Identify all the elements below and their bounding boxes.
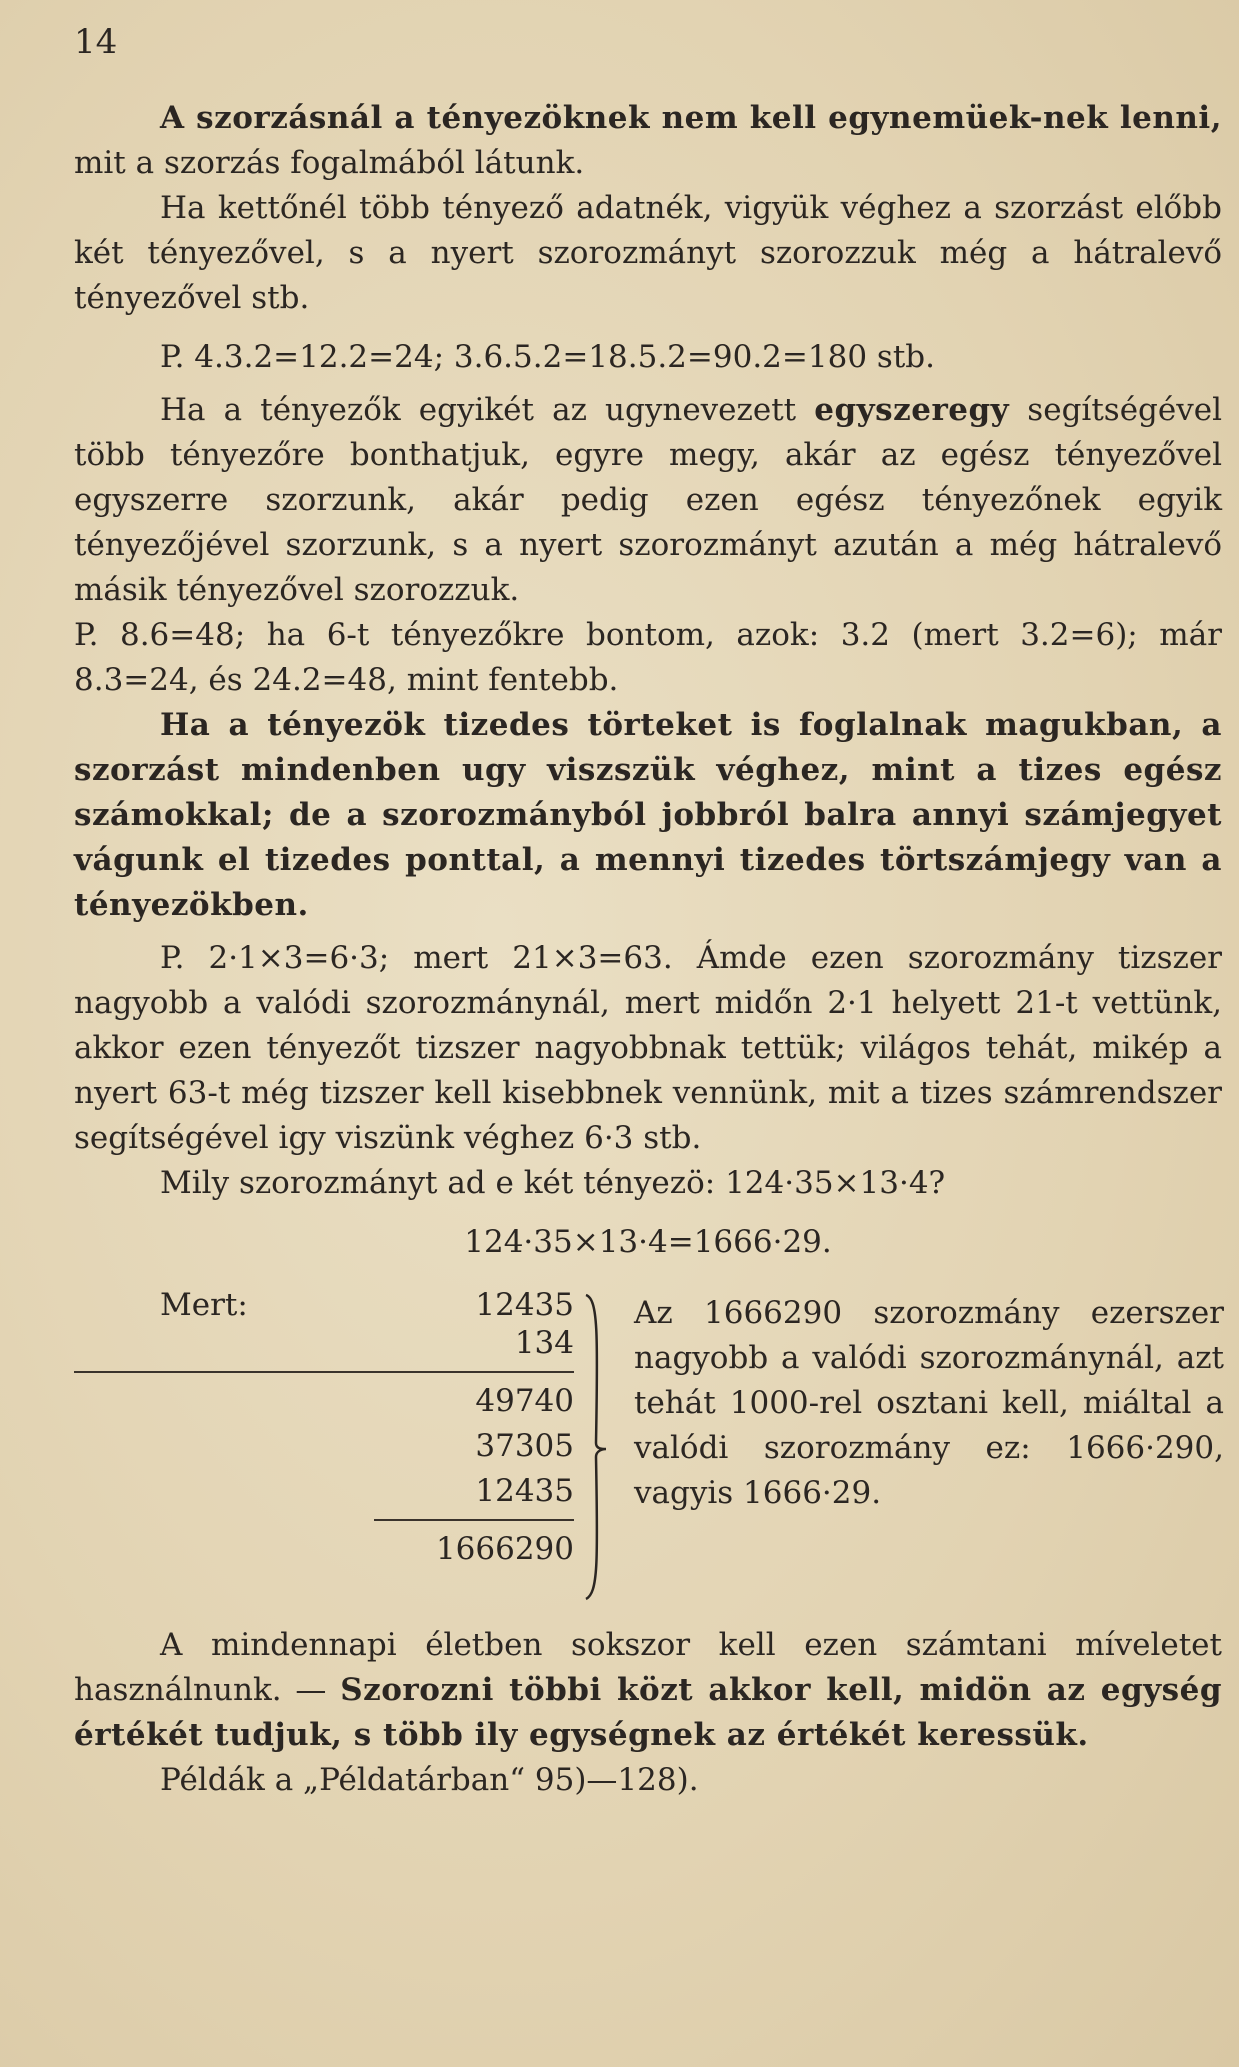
partial-product-2: 37305	[475, 1428, 574, 1464]
partial-product-1: 49740	[475, 1383, 574, 1419]
paragraph-closing	[74, 1623, 1222, 1758]
rule-line	[374, 1519, 574, 1521]
page-text	[74, 96, 1222, 1803]
text-segment: A mindennapi életben sokszor kell ezen számtani míveletet használnunk. —	[74, 1627, 1222, 1708]
partial-product-3: 12435	[475, 1473, 574, 1509]
paragraph-decimal-example: P. 2·1×3=6·3; mert 21×3=63. Ámde ezen szorozmány tizszer nagyobb a valódi szorozmánynál, mert midőn 2·1 helyett 21-t vettünk, akkor ezen tényezőt tizszer nagyobbnak tettük; világos tehát, mikép a nyert 63-t még tizszer kell kisebbnek vennünk, mit a tizes számrendszer segítségével igy viszünk véghez 6·3 stb.	[74, 940, 1222, 1156]
note-text	[634, 1291, 1224, 1516]
bold-term: egyszeregy	[814, 392, 1010, 428]
multiplication-work	[74, 1283, 1222, 1613]
example-1: P. 4.3.2=12.2=24; 3.6.5.2=18.5.2=90.2=180 stb.	[160, 339, 935, 375]
bold-rule: A szorzásnál a tényezöknek nem kell egynemüek-nek lenni,	[160, 100, 1222, 136]
example-2: P. 8.6=48; ha 6-t tényezőkre bontom, azok: 3.2 (mert 3.2=6); már 8.3=24, és 24.2=48, mint fentebb.	[74, 617, 1222, 698]
note-body: Az 1666290 szorozmány ezerszer nagyobb a valódi szorozmánynál, azt tehát 1000-rel osztani kell, miáltal a valódi szorozmány ez: 1666·290, vagyis 1666·29.	[634, 1295, 1224, 1511]
multiplier: 134	[514, 1325, 574, 1361]
paragraph-decimal-rule: Ha a tényezök tizedes törteket is foglalnak magukban, a szorzást mindenben ugy viszszük véghez, mint a tizes egész számokkal; de a szorozmányból jobbról balra annyi számjegyet vágunk el tizedes ponttal, a mennyi tizedes törtszámjegy van a tényezökben.	[74, 707, 1222, 923]
bold-closing: Szorozni többi közt akkor kell, midön az egység értékét tudjuk, s több ily egységnek az értékét keressük.	[74, 1672, 1223, 1753]
brace-icon	[582, 1293, 610, 1601]
text-segment: segítségével több tényezőre bonthatjuk, egyre megy, akár az egész tényezővel egyszerre szorzunk, akár pedig ezen egész tényezőnek egyik tényezőjével szorzunk, s a nyert szorozmányt azután a még hátralevő másik tényezővel szorozzuk.	[74, 392, 1222, 608]
text-segment: Ha a tényezők egyikét az ugynevezett	[160, 392, 815, 428]
rule-line	[74, 1371, 574, 1373]
page-number: 14	[74, 22, 118, 62]
equation: 124·35×13·4=1666·29.	[464, 1224, 832, 1260]
multiplicand: 12435	[475, 1287, 574, 1323]
rule-rest: mit a szorzás fogalmából látunk.	[74, 145, 585, 181]
paragraph-egyszeregy	[74, 388, 1222, 613]
question: Mily szorozmányt ad e két tényezö: 124·35×13·4?	[160, 1165, 946, 1201]
result: 1666290	[435, 1531, 574, 1567]
examples-reference: Példák a „Példatárban“ 95)—128).	[160, 1762, 699, 1798]
paragraph-more-factors: Ha kettőnél több tényező adatnék, vigyük véghez a szorzást előbb két tényezővel, s a nyert szorozmányt szorozzuk még a hátralevő tényezővel stb.	[74, 190, 1222, 316]
paragraph-rule-1	[74, 96, 1222, 186]
work-label: Mert:	[160, 1287, 248, 1323]
